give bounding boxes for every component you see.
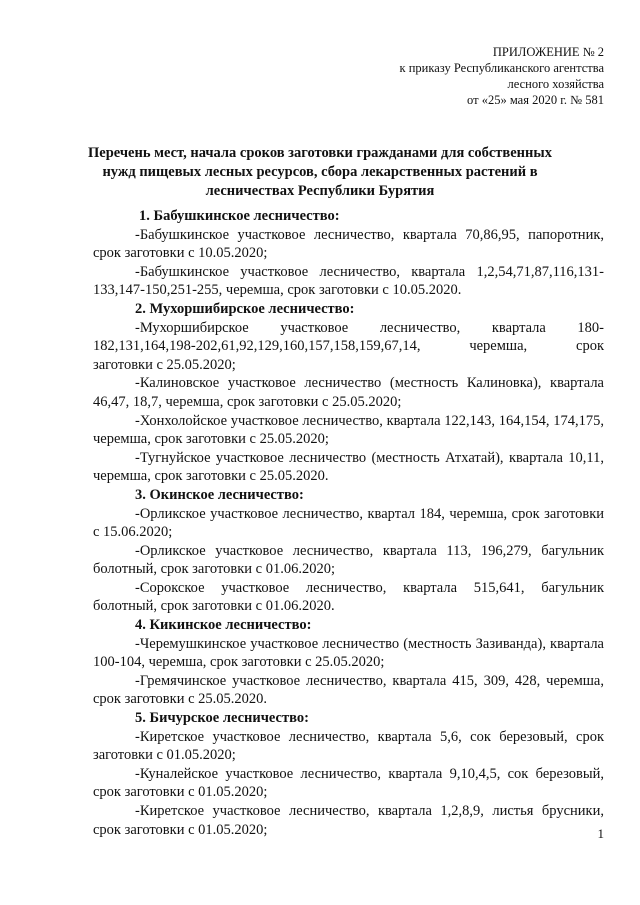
paragraph-line: 182,131,164,198-202,61,92,129,160,157,158,159,67,14, черемша, срок [93,338,604,355]
title-line: нужд пищевых лесных ресурсов, сбора лекарственных растений в [102,164,538,180]
paragraph: -Бабушкинское участковое лесничество, квартала 70,86,95, папоротник, срок заготовки с 10.05.2020; [93,226,604,262]
section-heading: 3. Окинское лесничество: [135,486,304,503]
paragraph: -Киретское участковое лесничество, квартала 5,6, сок березовый, срок заготовки с 01.05.2020; [93,728,604,764]
paragraph: -Орликское участковое лесничество, квартала 113, 196,279, багульник болотный, срок заготовки с 01.06.2020; [93,542,604,578]
appendix-line: от «25» мая 2020 г. № 581 [467,93,604,107]
paragraph: -Черемушкинское участковое лесничество (местность Зазиванда), квартала 100-104, черемша, срок заготовки с 25.05.2020; [93,635,604,671]
paragraph-line: -Мухоршибирское участковое лесничество, квартала 180- [135,319,604,336]
document-title [70,144,570,201]
paragraph: -Орликское участковое лесничество, квартал 184, черемша, срок заготовки с 15.06.2020; [93,505,604,541]
appendix-line: ПРИЛОЖЕНИЕ № 2 [492,45,604,59]
section-heading: 5. Бичурское лесничество: [135,710,309,727]
paragraph: -Тугнуйское участковое лесничество (местность Атхатай), квартала 10,11, черемша, срок заготовки с 25.05.2020. [93,449,604,485]
title-line: лесничествах Республики Бурятия [205,183,435,199]
paragraph: -Гремячинское участковое лесничество, квартала 415, 309, 428, черемша, срок заготовки с 25.05.2020. [93,672,604,708]
paragraph: -Сорокское участковое лесничество, квартала 515,641, багульник болотный, срок заготовки с 01.06.2020. [93,579,604,615]
paragraph: -Калиновское участковое лесничество (местность Калиновка), квартала 46,47, 18,7, черемша, срок заготовки с 25.05.2020; [93,375,604,410]
paragraph: -Хонхолойское участковое лесничество, квартала 122,143, 164,154, 174,175, черемша, срок заготовки с 25.05.2020; [93,412,604,448]
paragraph: -Киретское участковое лесничество, квартала 1,2,8,9, листья брусники, срок заготовки с 01.05.2020; [93,803,604,838]
appendix-line: лесного хозяйства [507,77,604,91]
section-heading: 2. Мухоршибирское лесничество: [135,300,355,317]
section-heading: 1. Бабушкинское лесничество: [139,208,340,224]
document-body [93,207,604,839]
paragraph-line: заготовки с 25.05.2020; [93,356,236,373]
paragraph: -Куналейское участковое лесничество, квартала 9,10,4,5, сок березовый, срок заготовки с 01.05.2020; [93,765,604,801]
appendix-header [400,44,604,108]
paragraph: -Бабушкинское участковое лесничество, квартала 1,2,54,71,87,116,131-133,147-150,251-255, черемша, срок заготовки с 10.05.2020. [93,263,604,299]
appendix-line: к приказу Республиканского агентства [399,61,604,75]
title-line: Перечень мест, начала сроков заготовки гражданами для собственных [88,145,552,161]
section-heading: 4. Кикинское лесничество: [135,617,312,634]
page-number: 1 [597,826,604,841]
